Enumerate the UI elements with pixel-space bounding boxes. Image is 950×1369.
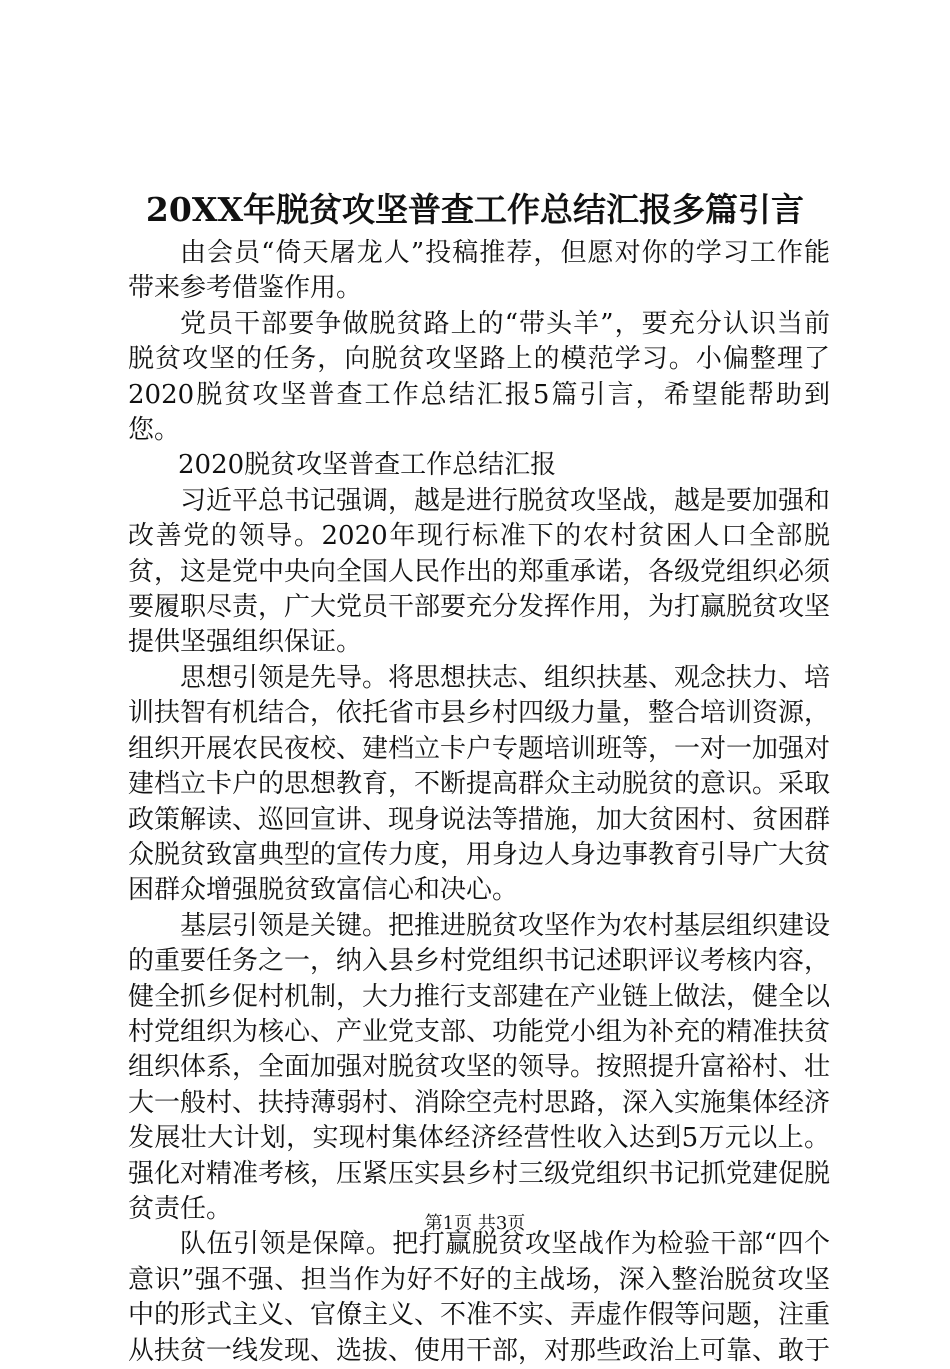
paragraph-grassroots: 基层引领是关键。把推进脱贫攻坚作为农村基层组织建设的重要任务之一，纳入县乡村党组织书记述职评议考核内容，健全抓乡促村机制，大力推行支部建在产业链上做法，健全以村党组织为核心、产业党支部、功能党小组为补充的精准扶贫组织体系，全面加强对脱贫攻坚的领导。按照提升富裕村、壮大一般村、扶持薄弱村、消除空壳村思路，深入实施集体经济发展壮大计划，实现村集体经济经营性收入达到5万元以上。强化对精准考核，压紧压实县乡村三级党组织书记抓党建促脱贫责任。: [128, 910, 831, 1224]
document-title: 20XX年脱贫攻坚普查工作总结汇报多篇引言: [145, 190, 805, 229]
paragraph-team: 队伍引领是保障。把打赢脱贫攻坚战作为检验干部“四个意识”强不强、担当作为好不好的主战场，深入整治脱贫攻坚中的形式主义、官僚主义、不准不实、弄虚作假等问题，注重从扶贫一线发现、选拔、使用干部，对那些政治上可靠、敢于: [128, 1229, 831, 1366]
paragraph-intro: 由会员“倚天屠龙人”投稿推荐，但愿对你的学习工作能带来参考借鉴作用。: [128, 238, 830, 304]
paragraph-leadership: 习近平总书记强调，越是进行脱贫攻坚战，越是要加强和改善党的领导。2020年现行标准下的农村贫困人口全部脱贫，这是党中央向全国人民作出的郑重承诺，各级党组织必须要履职尽责，广大党员干部要充分发挥作用，为打赢脱贫攻坚提供坚强组织保证。: [128, 485, 831, 658]
paragraph-ideology: 思想引领是先导。将思想扶志、组织扶基、观念扶力、培训扶智有机结合，依托省市县乡村四级力量，整合培训资源，组织开展农民夜校、建档立卡户专题培训班等，一对一加强对建档立卡户的思想教育，不断提高群众主动脱贫的意识。采取政策解读、巡回宣讲、现身说法等措施，加大贫困村、贫困群众脱贫致富典型的宣传力度，用身边人身边事教育引导广大贫困群众增强脱贫致富信心和决心。: [128, 662, 831, 906]
paragraph-preface: 党员干部要争做脱贫路上的“带头羊”，要充分认识当前脱贫攻坚的任务，向脱贫攻坚路上的模范学习。小偏整理了2020脱贫攻坚普查工作总结汇报5篇引言，希望能帮助到您。: [128, 308, 830, 446]
section-heading: 2020脱贫攻坚普查工作总结汇报: [178, 450, 557, 481]
page-footer: 第1页 共3页: [424, 1213, 526, 1234]
document-body: [128, 236, 830, 1369]
